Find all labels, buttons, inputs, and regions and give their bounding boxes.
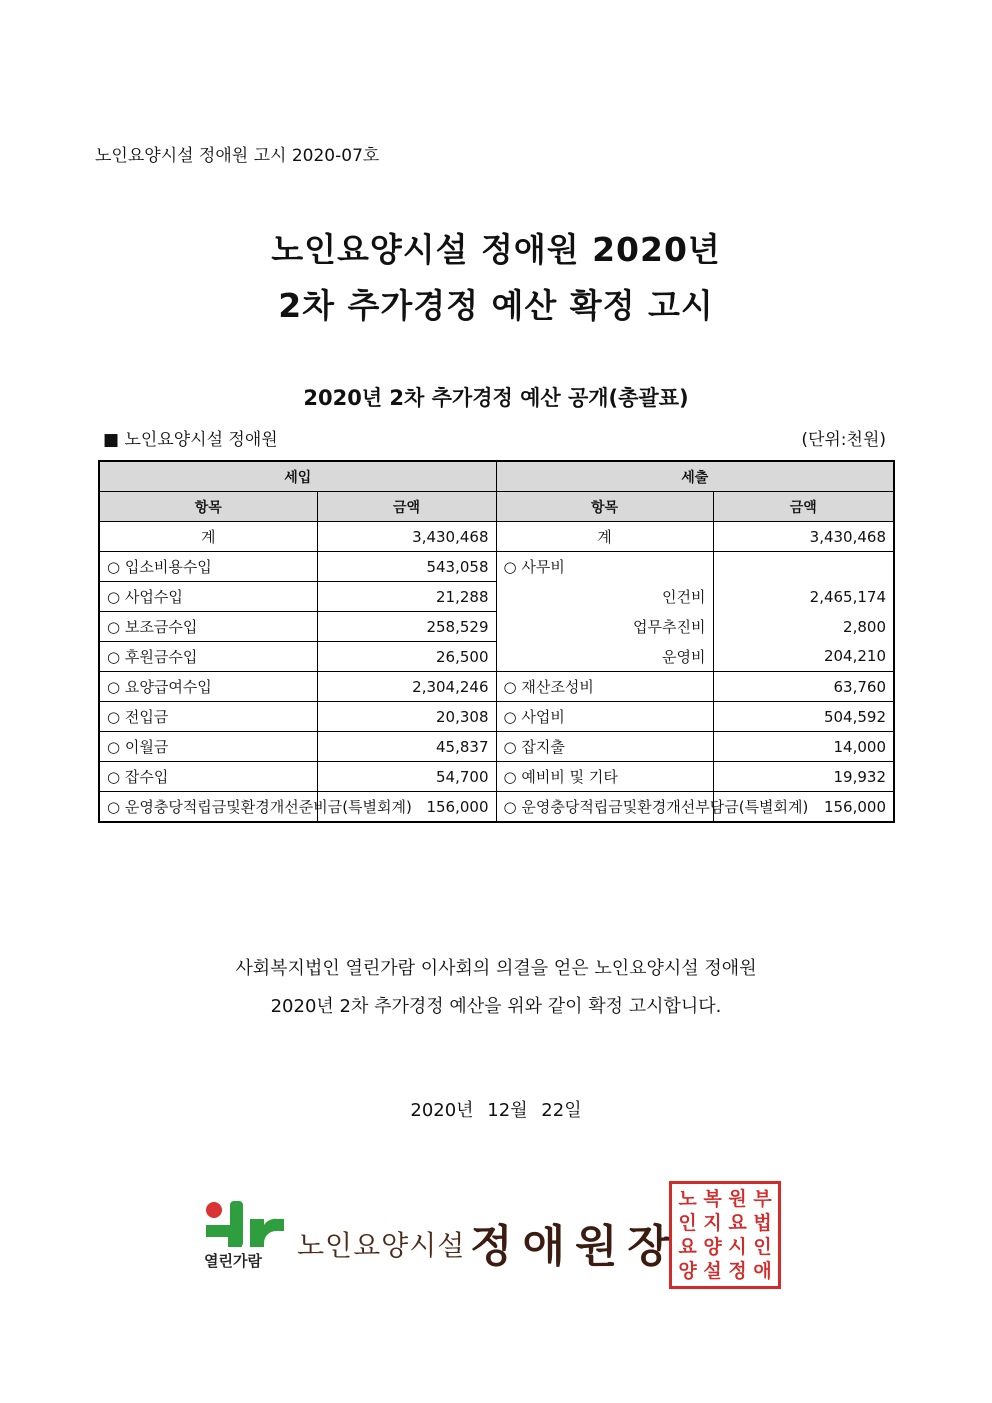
seal-glyph: 지 [703,1212,722,1234]
expense-amount: 2,800 [713,612,894,642]
table-row [99,792,894,823]
seal-glyph: 시 [728,1236,747,1258]
expense-amount [713,552,894,582]
expense-item: ○ 운영충당적립금및환경개선부담금(특별회계) [496,792,713,823]
closing-line-2: 2020년 2차 추가경정 예산을 위와 같이 확정 고시합니다. [270,996,722,1017]
expense-amount: 204,210 [713,642,894,672]
revenue-item: ○ 보조금수입 [99,612,317,642]
expense-subitem: 인건비 [496,582,713,612]
expense-subitem: 운영비 [496,642,713,672]
table-row [99,552,894,582]
notice-date: 2020년 12월 22일 [410,1100,582,1121]
signature-name: 정애원장 [470,1221,681,1272]
revenue-item-header: 항목 [99,492,317,522]
expense-item-header: 항목 [496,492,713,522]
revenue-amount: 26,500 [317,642,496,672]
revenue-amount: 20,308 [317,702,496,732]
table-row [99,672,894,702]
revenue-item: ○ 후원금수입 [99,642,317,672]
revenue-header: 세입 [99,461,496,492]
revenue-amount: 2,304,246 [317,672,496,702]
table-row [99,582,894,612]
expense-subitem: 업무추진비 [496,612,713,642]
seal-glyph: 정 [728,1260,747,1282]
expense-total-label: 계 [496,522,713,552]
revenue-item: ○ 사업수입 [99,582,317,612]
seal-glyph: 설 [703,1260,722,1282]
expense-item: ○ 예비비 및 기타 [496,762,713,792]
seal-glyph: 부 [753,1188,772,1210]
revenue-amount: 54,700 [317,762,496,792]
seal-glyph: 법 [753,1212,772,1234]
seal-glyph: 인 [678,1212,697,1234]
official-seal-stamp [669,1181,781,1289]
revenue-item: ○ 요양급여수입 [99,672,317,702]
revenue-item: ○ 잡수입 [99,762,317,792]
expense-amount: 504,592 [713,702,894,732]
expense-amount: 156,000 [713,792,894,823]
page-title [0,222,992,334]
logo-caption: 열린가람 [204,1252,262,1270]
expense-item: ○ 잡지출 [496,732,713,762]
revenue-amount: 258,529 [317,612,496,642]
seal-glyph: 요 [728,1212,747,1234]
revenue-item: ○ 입소비용수입 [99,552,317,582]
title-line-2: 2차 추가경정 예산 확정 고시 [278,286,714,325]
expense-total-amount: 3,430,468 [713,522,894,552]
table-row [99,642,894,672]
notice-number: 노인요양시설 정애원 고시 2020-07호 [95,146,380,166]
closing-statement [0,950,992,1026]
expense-item: ○ 사업비 [496,702,713,732]
unit-label: (단위:천원) [801,430,886,450]
expense-amount: 2,465,174 [713,582,894,612]
table-row [99,732,894,762]
expense-amount: 19,932 [713,762,894,792]
seal-glyph: 원 [728,1188,747,1210]
total-row [99,522,894,552]
seal-glyph: 노 [678,1188,697,1210]
table-row [99,762,894,792]
table-row [99,612,894,642]
organization-label: ■ 노인요양시설 정애원 [103,430,278,450]
expense-amount-header: 금액 [713,492,894,522]
expense-amount: 63,760 [713,672,894,702]
signature-facility: 노인요양시설 [297,1229,466,1262]
expense-item: ○ 사무비 [496,552,713,582]
expense-item: ○ 재산조성비 [496,672,713,702]
expense-amount: 14,000 [713,732,894,762]
seal-glyph: 인 [753,1236,772,1258]
revenue-item: ○ 운영충당적립금및환경개선준비금(특별회계) [99,792,317,823]
seal-glyph: 복 [703,1188,722,1210]
revenue-amount: 543,058 [317,552,496,582]
revenue-amount: 21,288 [317,582,496,612]
closing-line-1: 사회복지법인 열린가람 이사회의 의결을 얻은 노인요양시설 정애원 [235,958,757,979]
revenue-item: ○ 이월금 [99,732,317,762]
revenue-amount: 156,000 [317,792,496,823]
seal-glyph: 양 [678,1260,697,1282]
table-subtitle: 2020년 2차 추가경정 예산 공개(총괄표) [303,386,689,410]
revenue-amount-header: 금액 [317,492,496,522]
revenue-amount: 45,837 [317,732,496,762]
revenue-item: ○ 전입금 [99,702,317,732]
expense-header: 세출 [496,461,894,492]
seal-glyph: 양 [703,1236,722,1258]
seal-glyph: 애 [753,1260,772,1282]
revenue-total-label: 계 [99,522,317,552]
budget-summary-table [98,460,895,823]
seal-glyph: 요 [678,1236,697,1258]
title-line-1: 노인요양시설 정애원 2020년 [271,230,721,269]
revenue-total-amount: 3,430,468 [317,522,496,552]
table-row [99,702,894,732]
